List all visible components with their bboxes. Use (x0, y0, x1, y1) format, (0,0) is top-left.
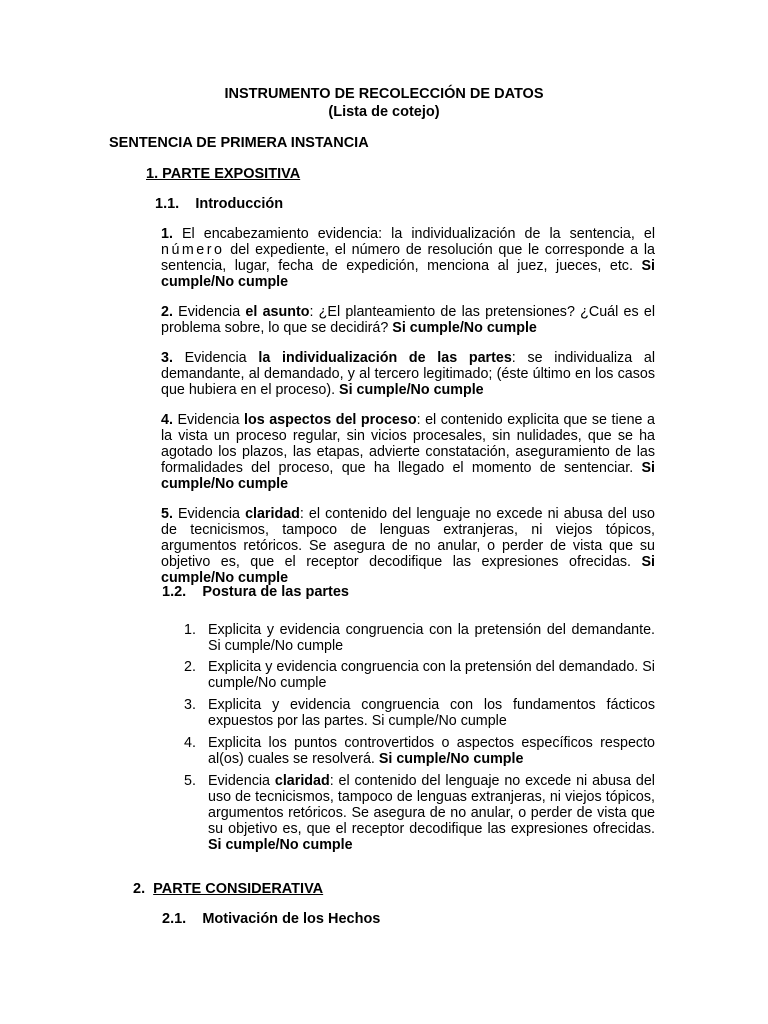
list-item-number: 2. (184, 659, 196, 675)
list-item-text: Explicita y evidencia congruencia con los fundamentos fácticos expuestos por las partes. Si cumple/No cumple (208, 697, 655, 729)
item-pre-text: Evidencia (172, 412, 245, 428)
item-bold-text: claridad (245, 506, 300, 522)
list-item (180, 659, 655, 691)
part2-heading (133, 881, 323, 897)
list-item-post: : el contenido del lenguaje no excede ni abusa del uso de tecnicismos, tampoco de lenguas extranjeras, ni viejos tópicos, argumentos retóricos. Se asegura de no anular, o perder de vista que su objetivo es, que el receptor decodifique las expresiones ofrecidas. (208, 773, 655, 837)
item-bold-text: los aspectos del proceso (244, 412, 417, 428)
list-item-bold: claridad (274, 773, 330, 789)
item-text: : ¿El planteamiento de las pretensiones? ¿Cuál es el problema sobre, lo que se decidirá? (161, 304, 655, 336)
item-bold-text: la individualización de las partes (258, 350, 512, 366)
item-answer: Si cumple/No cumple (339, 382, 484, 398)
item-text: del expediente, el número de resolución que le corresponde a la sentencia, lugar, fecha de expedición, menciona al juez, jueces, etc. (161, 242, 655, 274)
subsection-2-1-heading (162, 911, 380, 927)
item-pre-text: El encabezamiento evidencia: la individualización de la sentencia, el (172, 226, 655, 242)
item-bold-text: el asunto (245, 304, 310, 320)
document-title: INSTRUMENTO DE RECOLECCIÓN DE DATOS (224, 86, 544, 102)
list-item (180, 622, 655, 654)
list-item-number: 4. (184, 735, 196, 751)
item-text: : se individualiza al demandante, al demandado, y al tercero legitimado; (éste último en los casos que hubiera en el proceso). (161, 350, 655, 398)
list-item-text: Explicita y evidencia congruencia con la pretensión del demandante. Si cumple/No cumple (208, 622, 655, 654)
list-item-pre: Evidencia (208, 773, 275, 789)
item-number: 4. (161, 412, 173, 428)
subsection-number: 1.1. (155, 196, 180, 212)
postura-list (180, 0, 655, 1024)
item-answer: Si cumple/No cumple (392, 320, 537, 336)
item-number: 5. (161, 506, 173, 522)
item-number: 1. (161, 226, 173, 242)
list-item-text (208, 735, 655, 767)
list-item-text: Explicita y evidencia congruencia con la pretensión del demandado. Si cumple/No cumple (208, 659, 655, 691)
list-item-answer: Si cumple/No cumple (378, 751, 524, 767)
list-item-pre: Explicita los puntos controvertidos o aspectos específicos respecto al(os) cuales se resolverá. (208, 735, 655, 767)
item-answer: Si cumple/No cumple (161, 258, 655, 290)
part2-number: 2. (133, 881, 146, 897)
list-item-number: 1. (184, 622, 196, 638)
item-number: 3. (161, 350, 173, 366)
list-item-number: 5. (184, 773, 196, 789)
subsection-number: 2.1. (162, 911, 187, 927)
list-item (180, 697, 655, 729)
subsection-label: Postura de las partes (202, 584, 349, 600)
part1-heading: 1. PARTE EXPOSITIVA (146, 166, 301, 182)
subsection-number: 1.2. (162, 584, 187, 600)
list-item-answer: Si cumple/No cumple (208, 837, 353, 853)
item-pre-text: Evidencia (172, 506, 246, 522)
item-text: : el contenido del lenguaje no excede ni abusa del uso de tecnicismos, tampoco de lenguas extranjeras, ni viejos tópicos, argumentos retóricos. Se asegura de no anular, o perder de vista que su objetivo es, que el receptor decodifique las expresiones ofrecidas. (161, 506, 655, 570)
subsection-label: Introducción (195, 196, 284, 212)
section-heading: SENTENCIA DE PRIMERA INSTANCIA (109, 135, 369, 151)
list-item-number: 3. (184, 697, 196, 713)
document-subtitle: (Lista de cotejo) (328, 104, 440, 120)
item-answer: Si cumple/No cumple (161, 460, 655, 492)
item-pre-text: Evidencia (172, 304, 246, 320)
item-answer: Si cumple/No cumple (161, 554, 655, 586)
item-text: : el contenido explicita que se tiene a la vista un proceso regular, sin vicios procesales, sin nulidades, que se ha agotado los plazos, las etapas, advierte constatación, aseguramiento de las formalidades del proceso, que ha llegado el momento de sentenciar. (161, 412, 656, 476)
list-item (180, 773, 655, 853)
part2-label: PARTE CONSIDERATIVA (153, 881, 324, 897)
subsection-label: Motivación de los Hechos (202, 911, 381, 927)
item-number: 2. (161, 304, 173, 320)
item-spaced-text: número (161, 242, 225, 258)
list-item (180, 735, 655, 767)
item-pre-text: Evidencia (172, 350, 259, 366)
list-item-text (208, 773, 655, 853)
